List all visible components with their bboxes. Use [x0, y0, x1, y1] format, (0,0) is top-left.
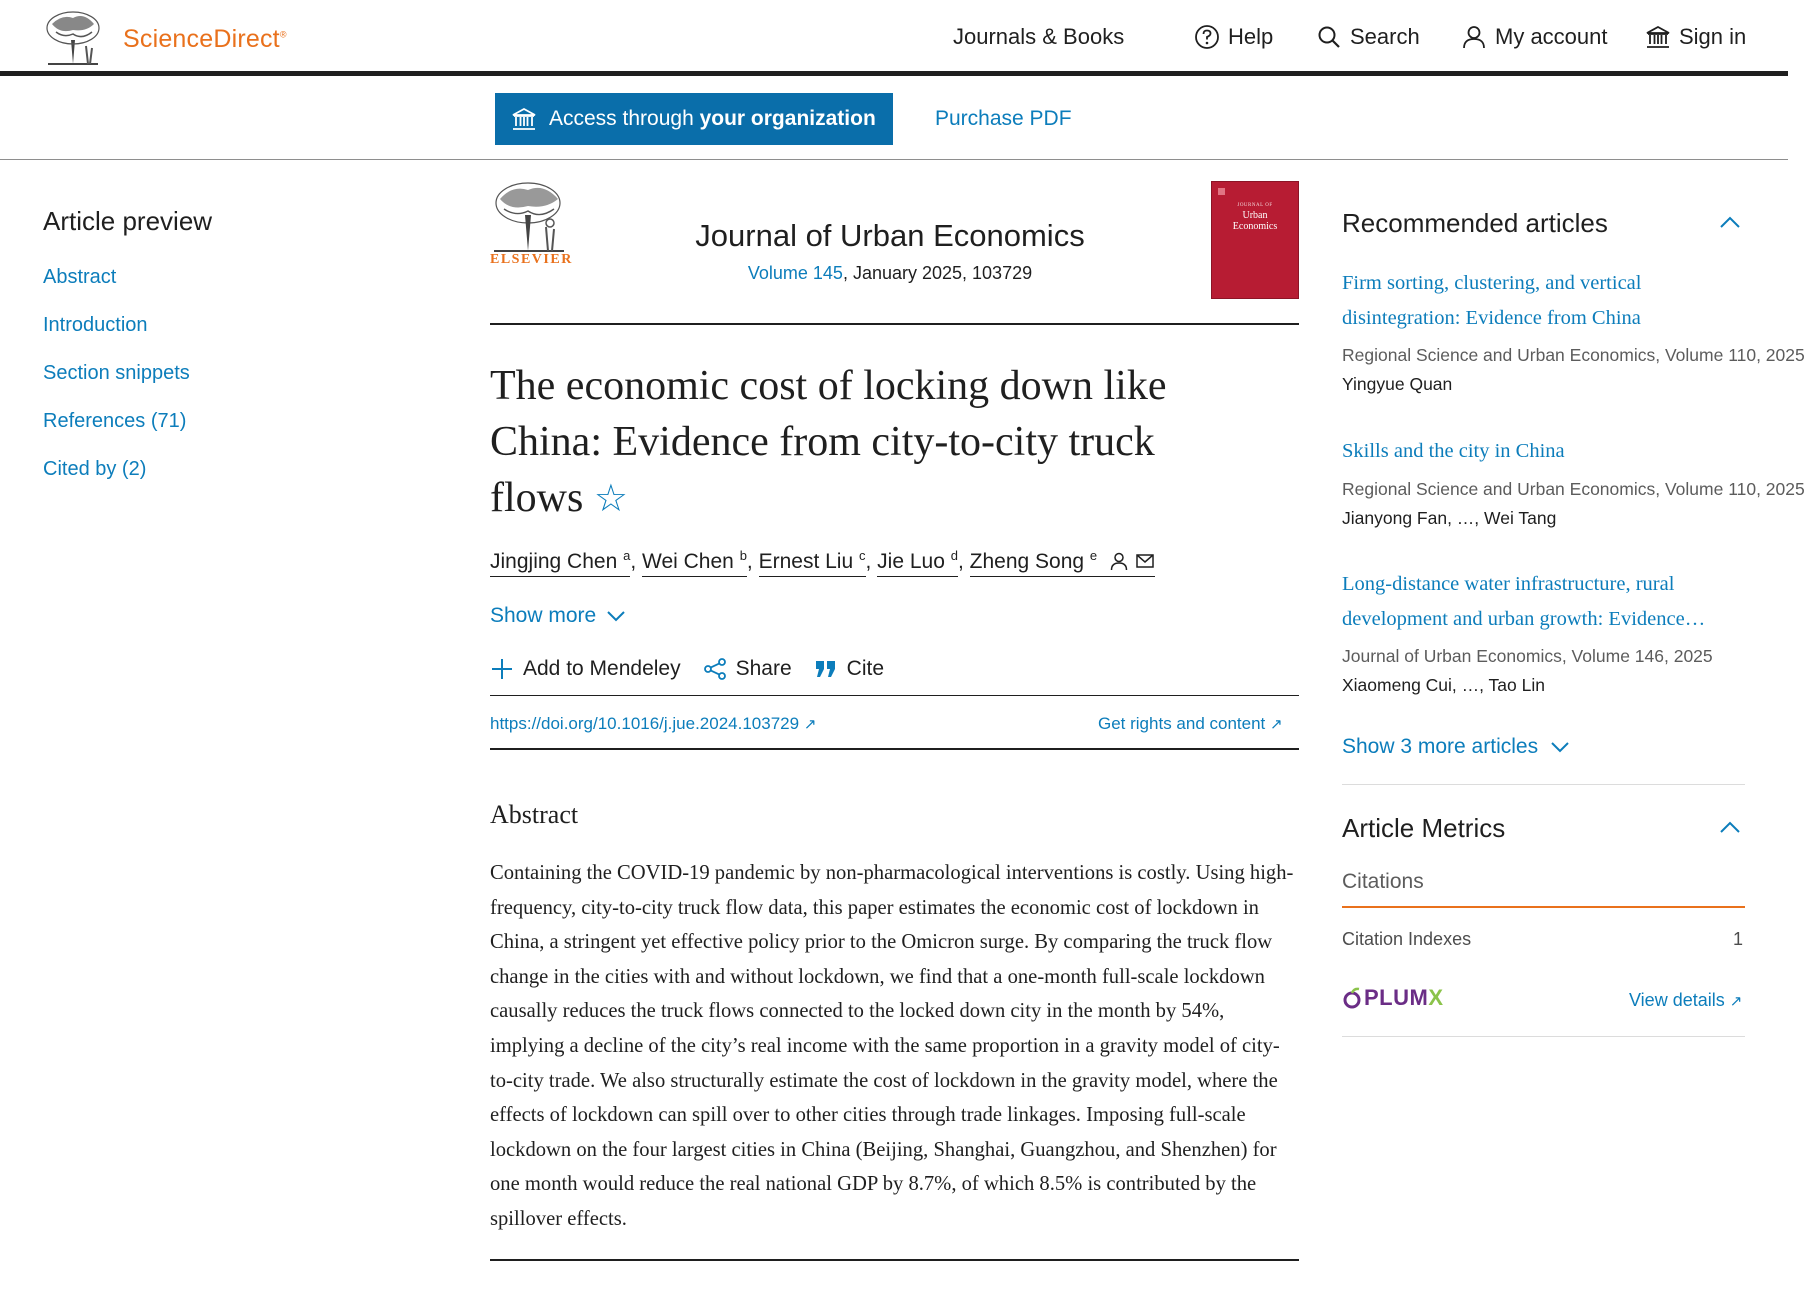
chevron-up-icon[interactable]: [1718, 815, 1742, 839]
article-toolbar: [490, 657, 884, 681]
help-link[interactable]: [1194, 24, 1273, 50]
journals-books-label: Journals & Books: [953, 24, 1125, 49]
doi-text: https://doi.org/10.1016/j.jue.2024.103729: [490, 714, 800, 733]
bookmark-star-icon[interactable]: ☆: [593, 478, 628, 520]
author-affiliation: d: [950, 548, 958, 563]
share-icon: [703, 657, 727, 681]
search-link[interactable]: [1316, 24, 1420, 50]
divider: [490, 323, 1299, 325]
view-details-link[interactable]: [1629, 990, 1742, 1011]
show-more-articles-label: Show 3 more articles: [1342, 735, 1539, 758]
user-icon: [1461, 24, 1487, 50]
toc-item-section-snippets[interactable]: Section snippets: [43, 362, 190, 384]
author-name: Wei Chen: [642, 550, 734, 573]
recommended-article-source: Journal of Urban Economics, Volume 146, 2025: [1342, 646, 1713, 666]
help-label: Help: [1228, 24, 1274, 49]
cite-label: Cite: [846, 657, 885, 680]
recommended-article-source: Regional Science and Urban Economics, Volume 110, 2025: [1342, 345, 1805, 365]
access-bar: [0, 76, 1788, 160]
divider: [490, 695, 1299, 696]
issue-info: , January 2025, 103729: [842, 263, 1033, 283]
show-more-articles-button[interactable]: [1342, 735, 1570, 759]
show-more-label: Show more: [490, 604, 597, 627]
journals-books-link[interactable]: [953, 24, 1124, 50]
author-link[interactable]: [642, 550, 747, 577]
brand-name: ScienceDirect: [123, 25, 280, 53]
envelope-icon: [1135, 551, 1155, 571]
plus-icon: [490, 657, 514, 681]
search-icon: [1316, 24, 1342, 50]
divider: [490, 1259, 1299, 1261]
citation-indexes-label: Citation Indexes: [1342, 929, 1472, 949]
chevron-down-icon: [1550, 740, 1570, 754]
access-prefix: Access through: [549, 107, 700, 130]
article-title-text: The economic cost of locking down like China: Evidence from city-to-city truck flows: [490, 363, 1167, 521]
author-link[interactable]: [970, 550, 1155, 577]
recommended-article-link[interactable]: Long-distance water infrastructure, rural development and urban growth: Evidence…: [1342, 573, 1706, 630]
citations-tab[interactable]: Citations: [1342, 870, 1424, 893]
volume-link[interactable]: Volume 145: [747, 263, 843, 283]
author-link[interactable]: [759, 550, 866, 577]
cover-title-line-1: Urban: [1242, 210, 1268, 221]
sign-in-label: Sign in: [1679, 24, 1747, 49]
journal-volume-info: [650, 263, 1130, 284]
access-bold: your organization: [699, 107, 876, 130]
person-icon: [1109, 551, 1129, 571]
divider: [1342, 1036, 1745, 1037]
view-details-label: View details: [1629, 990, 1725, 1010]
recommended-article: [1342, 434, 1805, 529]
share-label: Share: [735, 657, 792, 680]
cover-mark: [1218, 188, 1225, 195]
article-preview-heading: Article preview: [43, 206, 213, 236]
show-more-authors-button[interactable]: [490, 604, 626, 628]
institution-icon: [511, 106, 537, 132]
author-affiliation: e: [1089, 548, 1098, 563]
mendeley-label: Add to Mendeley: [523, 657, 681, 680]
toc-item-cited-by[interactable]: Cited by (2): [43, 458, 147, 480]
share-button[interactable]: [703, 657, 792, 681]
plum-icon: [1342, 987, 1362, 1009]
author-name: Zheng Song: [969, 550, 1085, 573]
help-icon: [1194, 24, 1220, 50]
divider: [1342, 784, 1745, 785]
cover-small-text: JOURNAL OF: [1237, 203, 1273, 208]
rights-text: Get rights and content: [1098, 714, 1266, 733]
citation-indexes-value: 1: [1733, 929, 1744, 949]
chevron-up-icon[interactable]: [1718, 210, 1742, 234]
recommended-article-link[interactable]: Firm sorting, clustering, and vertical disintegration: Evidence from China: [1342, 272, 1642, 329]
plumx-prefix: PLUM: [1364, 985, 1429, 1010]
recommended-article-authors: Yingyue Quan: [1342, 374, 1453, 394]
chevron-down-icon: [606, 609, 626, 623]
author-affiliation: b: [739, 548, 747, 563]
add-to-mendeley-button[interactable]: [490, 657, 681, 681]
author-link[interactable]: [490, 550, 630, 577]
recommended-article-authors: Xiaomeng Cui, …, Tao Lin: [1342, 675, 1545, 695]
author-affiliation: c: [859, 548, 866, 563]
cover-title: [1212, 210, 1298, 232]
elsevier-tree-icon[interactable]: [490, 181, 568, 253]
author-name: Jingjing Chen: [490, 550, 618, 573]
recommended-article-authors: Jianyong Fan, …, Wei Tang: [1342, 507, 1557, 528]
institution-icon: [1645, 24, 1671, 50]
divider: [490, 748, 1299, 750]
search-label: Search: [1350, 24, 1420, 49]
quote-icon: [814, 657, 838, 681]
citations-tab-underline: [1342, 906, 1745, 908]
get-rights-link[interactable]: [1098, 714, 1283, 734]
recommended-article-link[interactable]: Skills and the city in China: [1342, 440, 1565, 462]
plumx-logo: [1342, 985, 1444, 1011]
sciencedirect-logo[interactable]: [123, 25, 287, 54]
recommended-articles-heading: Recommended articles: [1342, 208, 1608, 238]
recommended-article: [1342, 266, 1805, 395]
elsevier-tree-logo-icon[interactable]: [42, 10, 104, 66]
toc-item-introduction[interactable]: Introduction: [43, 314, 148, 336]
author-link[interactable]: [877, 550, 958, 577]
access-button-label: [549, 107, 876, 131]
author-name: Jie Luo: [877, 550, 945, 573]
toc-item-abstract[interactable]: Abstract: [43, 266, 117, 288]
recommended-article: [1342, 567, 1747, 696]
abstract-text: Containing the COVID-19 pandemic by non-pharmacological interventions is costly. Using high-frequency, city-to-city truck flow data, this paper estimates the economic cost of lockdown in China, a stringent yet effective policy prior to the Omicron surge. By comparing the truck flow change in the cities with and without lockdown, we find that a one-month full-scale lockdown causally reduces the truck flows connected to the locked down city in the month by 54%, implying a decline of the city’s real income with the same proportion in a gravity model of city-to-city trade. We also structurally estimate the cost of lockdown in the gravity model, where the effects of lockdown can spill over to other cities through trade linkages. Imposing full-scale lockdown on the four largest cities in China (Beijing, Shanghai, Guangzhou, and Shenzhen) for one month would reduce the real national GDP by 8.7%, of which 8.5% is contributed by the spillover effects.: [490, 862, 1294, 1230]
external-link-icon: ↗: [803, 716, 817, 733]
author-affiliation: a: [623, 548, 631, 563]
top-navigation-bar: [0, 0, 1788, 76]
purchase-pdf-link[interactable]: Purchase PDF: [935, 107, 1072, 130]
author-list: Jingjing Chen $^a$, Wei Chen $^b$, Ernest Liu $^c$, Jie Luo $^d$, Zheng Song $^e$: [490, 548, 1155, 574]
toc-item-references[interactable]: References (71): [43, 410, 187, 432]
sign-in-link[interactable]: [1645, 24, 1746, 50]
elsevier-wordmark: ELSEVIER: [490, 252, 573, 267]
journal-title[interactable]: Journal of Urban Economics: [695, 218, 1085, 253]
cover-title-line-2: Economics: [1232, 221, 1278, 232]
my-account-link[interactable]: [1461, 24, 1608, 50]
external-link-icon: ↗: [1270, 716, 1283, 733]
journal-cover-image[interactable]: [1211, 181, 1299, 299]
article-metrics-heading: Article Metrics: [1342, 813, 1506, 843]
doi-link[interactable]: [490, 714, 816, 734]
recommended-article-source: Regional Science and Urban Economics, Volume 110, 2025: [1342, 478, 1805, 499]
article-title: [490, 358, 1220, 527]
my-account-label: My account: [1495, 24, 1608, 49]
external-link-icon: ↗: [1729, 993, 1743, 1010]
abstract-heading: Abstract: [490, 800, 579, 829]
plumx-suffix: X: [1428, 985, 1444, 1010]
brand-mark: ®: [279, 29, 287, 40]
author-name: Ernest Liu: [758, 550, 854, 573]
access-through-organization-button[interactable]: [495, 93, 893, 145]
cite-button[interactable]: [814, 657, 884, 681]
